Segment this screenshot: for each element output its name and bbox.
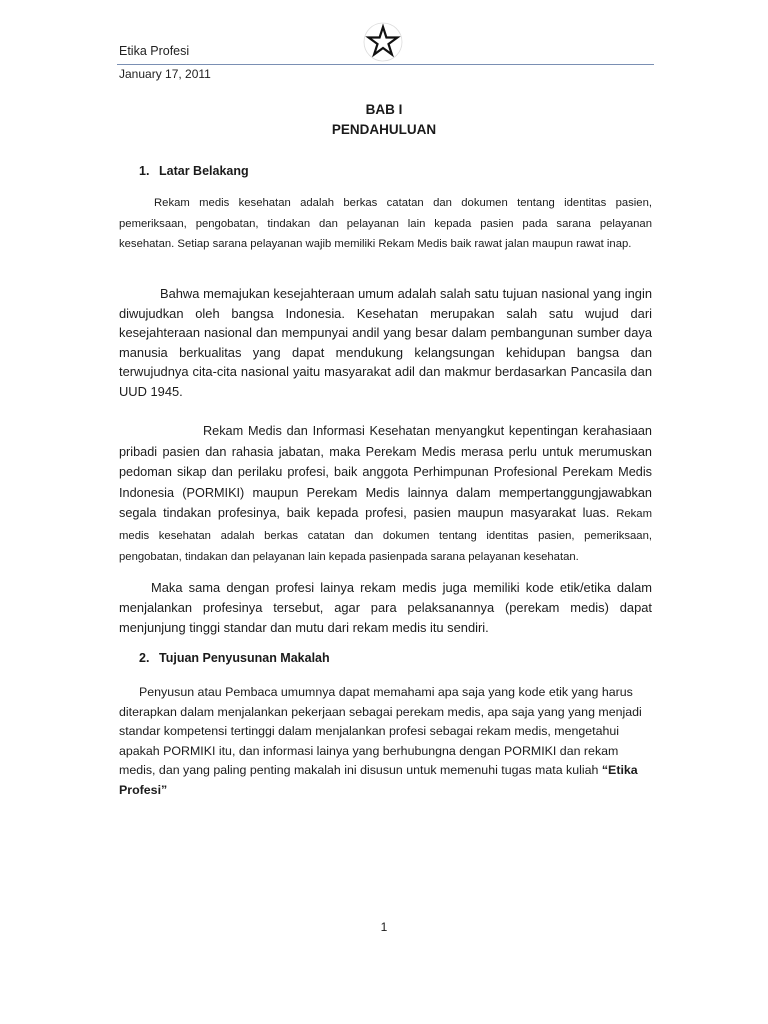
- section-title: Latar Belakang: [159, 164, 249, 178]
- section-heading-1: [139, 164, 249, 178]
- paragraph: Maka sama dengan profesi lainya rekam medis juga memiliki kode etik/etika dalam menjalankan profesinya tersebut, agar para pelaksanannya (perekam medis) dapat menjunjung tinggi standar dan mutu dari rekam medis itu sendiri.: [119, 580, 652, 635]
- section-number: 1.: [139, 164, 150, 178]
- paragraph-main: Rekam Medis dan Informasi Kesehatan menyangkut kepentingan kerahasiaan pribadi pasien dan rahasia jabatan, maka Perekam Medis merasa perlu untuk merumuskan pedoman sikap dan perilaku profesi, baik anggota Perhimpunan Profesional Perekam Medis Indonesia (PORMIKI) maupun Perekam Medis lainnya dalam mempertanggungjawabkan segala tindakan profesinya, baik kepada profesi, pasien maupun masyarakat luas.: [119, 424, 652, 520]
- paragraph-inserted: Rekam medis kesehatan adalah berkas catatan dan dokumen tentang identitas pasien, pemeriksaan, pengobatan, tindakan dan pelayanan lain kepada pasienpada sarana pelayanan kesehatan.: [119, 508, 653, 563]
- chapter-number: BAB I: [365, 102, 403, 117]
- paragraph-main: Penyusun atau Pembaca umumnya dapat memahami apa saja yang kode etik yang harus diterapkan dalam menjalankan pekerjaan sebagai perekam medis, apa saja yang yang menjadi standar kompetensi tertinggi dalam menjalankan profesi sebagai rekam medis, mengetahui apakah PORMIKI itu, dan informasi lainya yang berhubungna dengan PORMIKI dan rekam medis, dan yang paling penting makalah ini disusun untuk memenuhi tugas mata kuliah: [119, 685, 642, 777]
- page-number: 1: [380, 920, 388, 934]
- paragraph: Rekam medis kesehatan adalah berkas catatan dan dokumen tentang identitas pasien, pemeriksaan, pengobatan, tindakan dan pelayanan lain kepada pasien pada sarana pelayanan kesehatan. Setiap sarana pelayanan wajib memiliki Rekam Medis baik rawat jalan maupun rawat inap.: [119, 197, 652, 250]
- section-number: 2.: [139, 651, 150, 665]
- header-divider: [117, 64, 654, 65]
- paragraph: [119, 421, 652, 568]
- section-heading-2: [139, 651, 330, 665]
- running-header-title: Etika Profesi: [119, 44, 190, 58]
- course-name: “Etika Profesi”: [119, 763, 638, 797]
- paragraph: Bahwa memajukan kesejahteraan umum adalah salah satu tujuan nasional yang ingin diwujudkan oleh bangsa Indonesia. Kesehatan merupakan salah satu wujud dari kesejahteraan nasional dan mempunyai andil yang besar dalam pembangunan sumber daya manusia berkualitas yang dapat mendukung kelangsungan kehidupan bangsa dan terwujudnya cita-cita nasional yaitu masyarakat adil dan makmur berdasarkan Pancasila dan UUD 1945.: [119, 286, 652, 399]
- star-in-circle-icon: [362, 21, 404, 63]
- paragraph: [119, 683, 652, 800]
- section-title: Tujuan Penyusunan Makalah: [159, 651, 330, 665]
- chapter-title: PENDAHULUAN: [331, 122, 437, 137]
- running-header-date: January 17, 2011: [119, 67, 211, 81]
